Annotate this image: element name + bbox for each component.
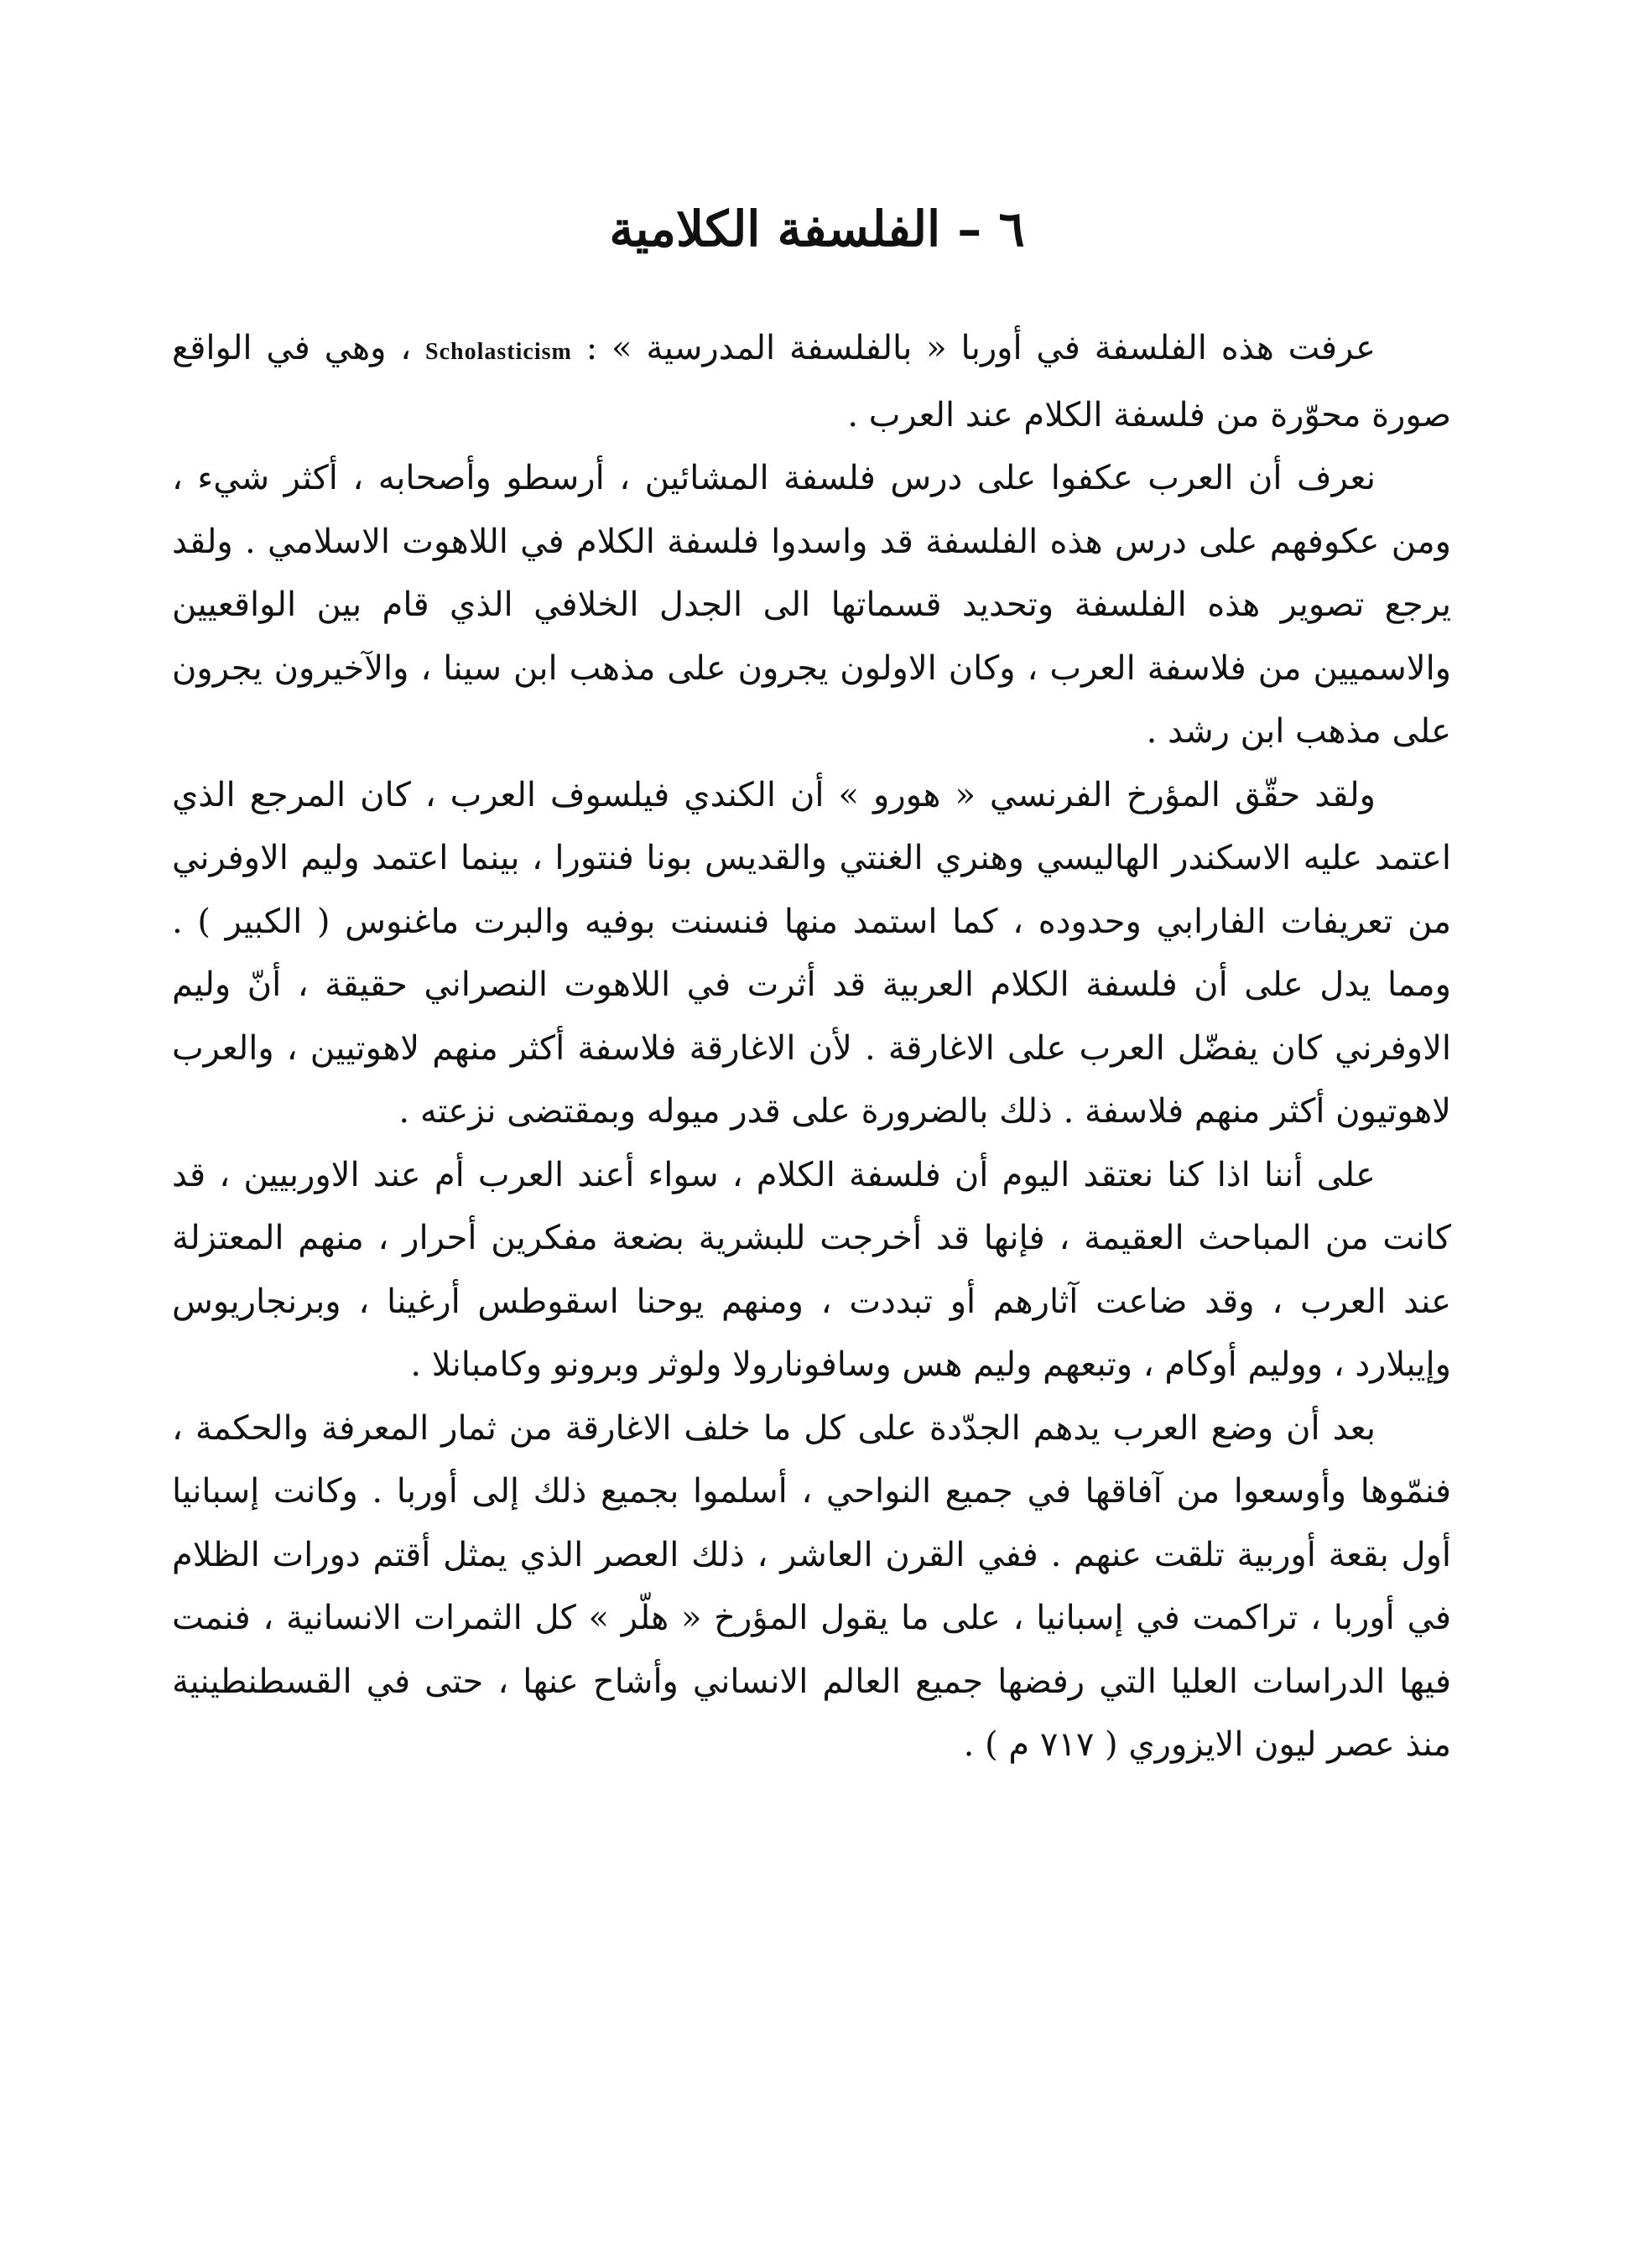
paragraph-1-text-before: عرفت هذه الفلسفة في أوربا « بالفلسفة المدرسية » : [585, 329, 1376, 367]
paragraph-2: نعرف أن العرب عكفوا على درس فلسفة المشائين ، أرسطو وأصحابه ، أكثر شيء ، ومن عكوفهم على درس هذه الفلسفة قد واسدوا فلسفة الكلام في اللاهوت الاسلامي . ولقد يرجع تصوير هذه الفلسفة وتحديد قسماتها الى الجدل الخلافي الذي قام بين الواقعيين والاسميين من فلاسفة العرب ، وكان الاولون يجرون على مذهب ابن سينا ، والآخيرون يجرون على مذهب ابن رشد . [172, 459, 1451, 751]
body-text [172, 317, 1451, 1777]
paragraph-1 [172, 317, 1451, 447]
paragraph-5: بعد أن وضع العرب يدهم الجدّدة على كل ما خلف الاغارقة من ثمار المعرفة والحكمة ، فنمّوها وأوسعوا من آفاقها في جميع النواحي ، أسلموا بجميع ذلك إلى أوربا . وكانت إسبانيا أول بقعة أوربية تلقت عنهم . ففي القرن العاشر ، ذلك العصر الذي يمثل أقتم دورات الظلام في أوربا ، تراكمت في إسبانيا ، على ما يقول المؤرخ « هلّر » كل الثمرات الانسانية ، فنمت فيها الدراسات العليا التي رفضها جميع العالم الانساني وأشاح عنها ، حتى في القسطنطينية منذ عصر ليون الايزوري ( ٧١٧ م ) . [172, 1408, 1452, 1764]
paragraph-3: ولقد حقّق المؤرخ الفرنسي « هورو » أن الكندي فيلسوف العرب ، كان المرجع الذي اعتمد عليه الاسكندر الهاليسي وهنري الغنتي والقديس بونا فنتورا ، بينما اعتمد وليم الاوفرني من تعريفات الفارابي وحدوده ، كما استمد منها فنسنت بوفيه والبرت ماغنوس ( الكبير ) . ومما يدل على أن فلسفة الكلام العربية قد أثرت في اللاهوت النصراني حقيقة ، أنّ وليم الاوفرني كان يفضّل العرب على الاغارقة . لأن الاغارقة فلاسفة أكثر منهم لاهوتيين ، والعرب لاهوتيون أكثر منهم فلاسفة . ذلك بالضرورة على قدر ميوله وبمقتضى نزعته . [172, 775, 1451, 1131]
paragraph-4: على أننا اذا كنا نعتقد اليوم أن فلسفة الكلام ، سواء أعند العرب أم عند الاوربيين ، قد كانت من المباحث العقيمة ، فإنها قد أخرجت للبشرية بضعة مفكرين أحرار ، منهم المعتزلة عند العرب ، وقد ضاعت آثارهم أو تبددت ، ومنهم يوحنا اسقوطس أرغينا ، وبرنجاريوس وإيبلارد ، ووليم أوكام ، وتبعهم وليم هس وسافونارولا ولوثر وبرونو وكامبانلا . [172, 1155, 1452, 1384]
latin-term: Scholasticism [425, 339, 572, 365]
chapter-title: ٦ – الفلسفة الكلامية [609, 200, 1025, 257]
paragraph-1-text-after: ، وهي في الواقع صورة محوّرة من فلسفة الكلام عند العرب . [172, 329, 1451, 434]
